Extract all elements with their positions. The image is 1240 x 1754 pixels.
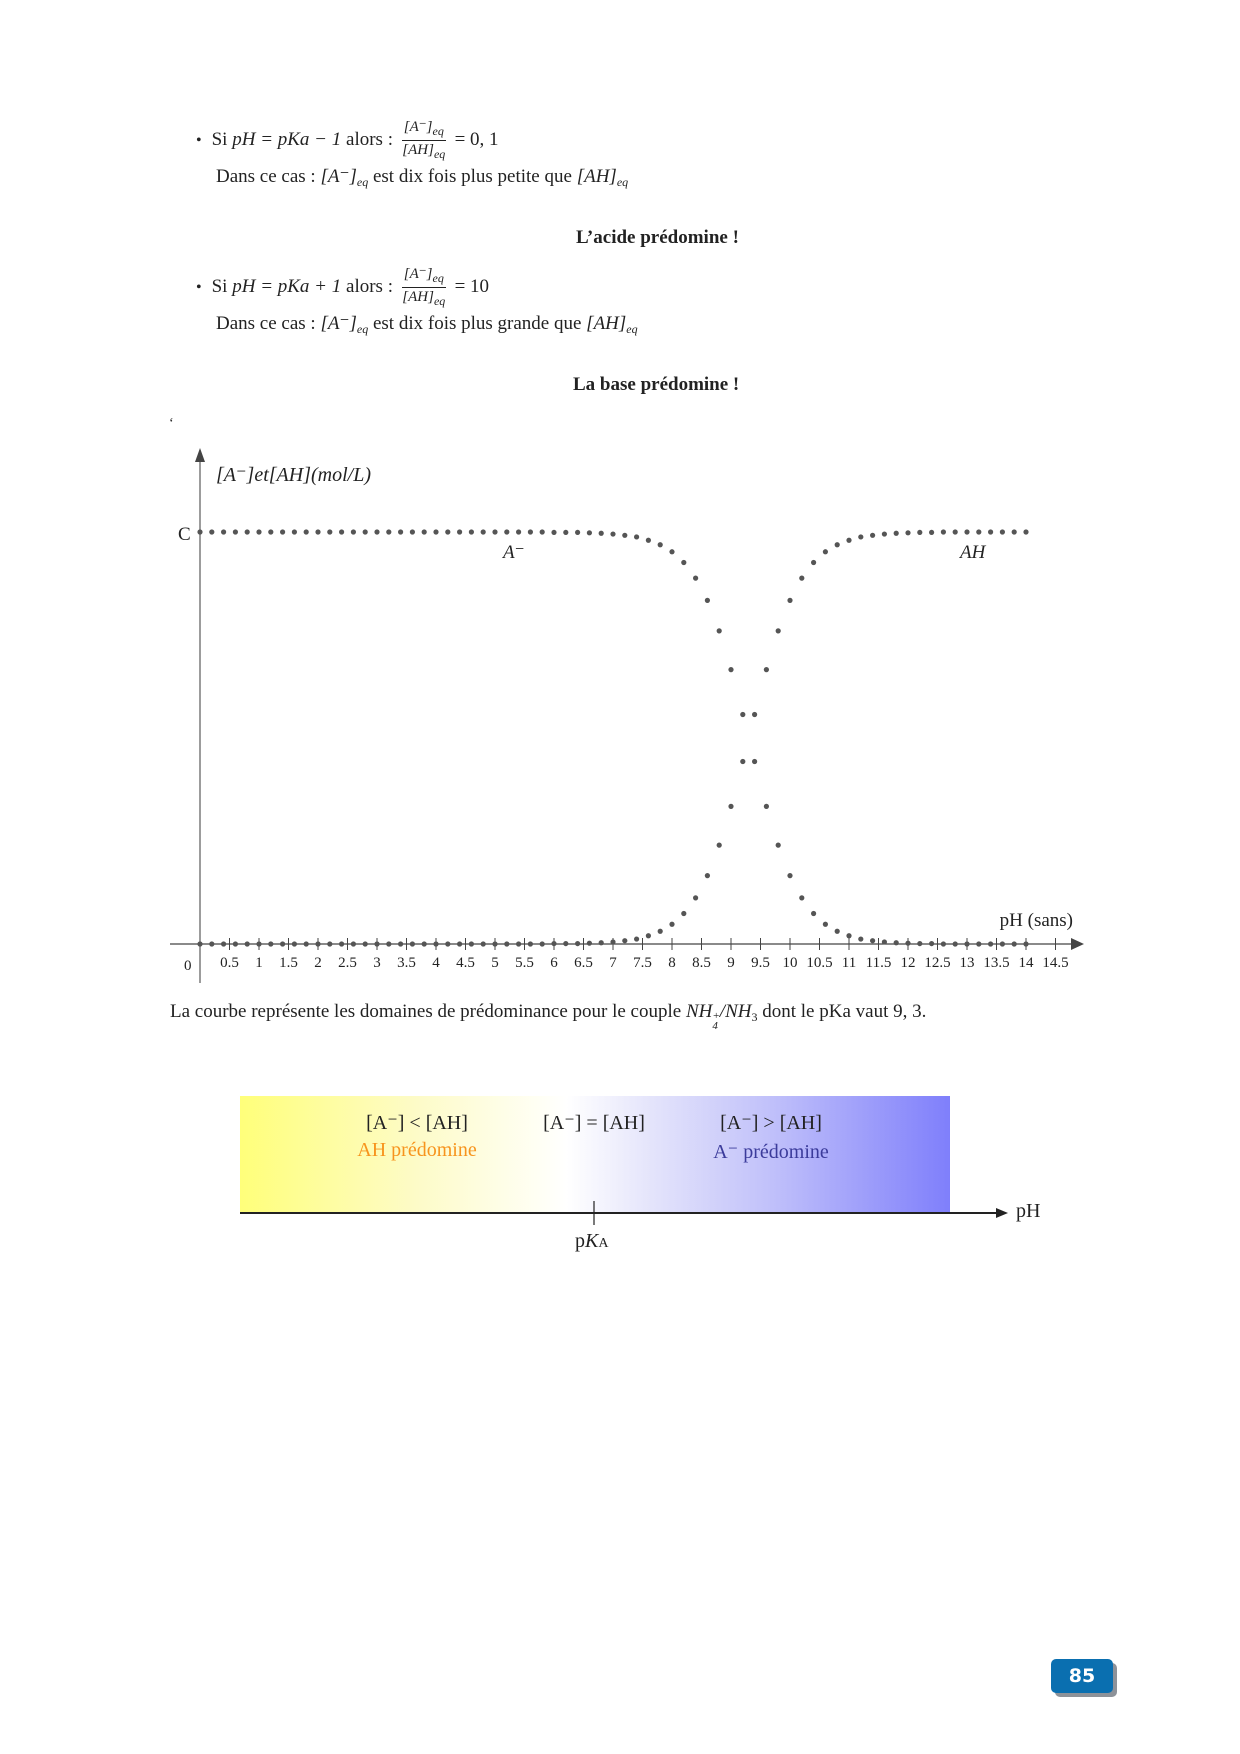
x-tick-label: 5: [491, 955, 499, 971]
data-point-a-minus: [764, 804, 769, 809]
data-point-ah: [209, 941, 214, 946]
data-point-a-minus: [492, 529, 497, 534]
data-point-a-minus: [233, 529, 238, 534]
data-point-a-minus: [374, 529, 379, 534]
data-point-ah: [811, 560, 816, 565]
data-point-a-minus: [280, 529, 285, 534]
data-point-a-minus: [386, 529, 391, 534]
data-point-ah: [575, 941, 580, 946]
data-point-a-minus: [1012, 941, 1017, 946]
series-label-a-minus: A⁻: [503, 542, 525, 563]
data-point-ah: [964, 529, 969, 534]
data-point-a-minus: [870, 938, 875, 943]
data-point-a-minus: [752, 759, 757, 764]
data-point-ah: [398, 941, 403, 946]
data-point-ah: [445, 941, 450, 946]
data-point-ah: [292, 941, 297, 946]
data-point-a-minus: [846, 933, 851, 938]
data-point-a-minus: [776, 843, 781, 848]
data-point-a-minus: [669, 549, 674, 554]
x-tick-label: 2: [314, 955, 322, 971]
data-point-a-minus: [268, 529, 273, 534]
data-point-ah: [563, 941, 568, 946]
data-point-ah: [516, 941, 521, 946]
data-point-a-minus: [410, 529, 415, 534]
data-point-ah: [315, 941, 320, 946]
bullet-2-line-1: • Si pH = pKa + 1 alors : $\frac{[A^-]_{eq}}{[AH]_{eq}}$ = 10: [196, 266, 490, 308]
data-point-ah: [422, 941, 427, 946]
x-tick-label: 11: [841, 955, 857, 971]
data-point-ah: [457, 941, 462, 946]
relation-left: [A⁻] < [AH]: [366, 1112, 468, 1134]
relation-right: [A⁻] > [AH]: [720, 1112, 822, 1134]
data-point-ah: [905, 530, 910, 535]
data-point-ah: [504, 941, 509, 946]
data-point-ah: [1000, 529, 1005, 534]
x-axis-arrow-icon: [1071, 938, 1084, 950]
data-point-ah: [799, 576, 804, 581]
x-tick-label: 10.5: [806, 955, 833, 971]
data-point-a-minus: [209, 529, 214, 534]
acid-predominates-label: AH prédomine: [357, 1139, 477, 1161]
x-tick-label: 4.5: [456, 955, 475, 971]
conclusion-base: La base prédomine !: [573, 374, 740, 395]
data-point-a-minus: [929, 941, 934, 946]
data-point-ah: [280, 941, 285, 946]
data-point-a-minus: [646, 538, 651, 543]
data-point-a-minus: [587, 530, 592, 535]
data-point-ah: [681, 911, 686, 916]
data-point-ah: [858, 534, 863, 539]
data-point-ah: [988, 529, 993, 534]
data-point-ah: [610, 939, 615, 944]
x-tick-label: 9: [727, 955, 735, 971]
data-point-a-minus: [245, 529, 250, 534]
data-point-a-minus: [705, 598, 710, 603]
base-predominates-label: A⁻ prédomine: [713, 1141, 829, 1163]
x-tick-label: 12.5: [924, 955, 951, 971]
data-point-a-minus: [610, 531, 615, 536]
data-point-a-minus: [575, 530, 580, 535]
data-point-a-minus: [622, 533, 627, 538]
data-point-a-minus: [717, 628, 722, 633]
data-point-a-minus: [811, 911, 816, 916]
stray-mark: ‘: [169, 416, 174, 431]
data-point-ah: [693, 895, 698, 900]
ratio-fraction: $\frac{[A^-]_{eq}}{[AH]_{eq}}$: [402, 266, 446, 308]
data-point-ah: [646, 933, 651, 938]
data-point-ah: [433, 941, 438, 946]
data-point-a-minus: [658, 542, 663, 547]
bullet-1-line-2: Dans ce cas : $[A^-]_{eq}$ est dix fois plus petite que $[AH]_{eq}$: [216, 166, 629, 189]
data-point-ah: [953, 529, 958, 534]
x-tick-label: 5.5: [515, 955, 534, 971]
x-tick-label: 1: [255, 955, 263, 971]
x-tick-label: 3: [373, 955, 381, 971]
data-point-ah: [410, 941, 415, 946]
data-point-a-minus: [740, 712, 745, 717]
x-tick-label: 8: [668, 955, 676, 971]
data-point-ah: [587, 941, 592, 946]
data-point-ah: [528, 941, 533, 946]
ph-axis: [230, 1195, 1030, 1235]
data-point-ah: [540, 941, 545, 946]
data-point-ah: [764, 667, 769, 672]
data-point-a-minus: [941, 941, 946, 946]
data-point-a-minus: [693, 576, 698, 581]
x-tick-label: 13: [959, 955, 975, 971]
x-tick-label: 4: [432, 955, 440, 971]
x-tick-label: 13.5: [983, 955, 1010, 971]
data-point-a-minus: [681, 560, 686, 565]
data-point-ah: [846, 538, 851, 543]
data-point-a-minus: [563, 530, 568, 535]
data-point-ah: [233, 941, 238, 946]
pka-label: pKA: [575, 1230, 609, 1252]
data-point-a-minus: [481, 529, 486, 534]
x-tick-label: 6.5: [574, 955, 593, 971]
x-tick-label: 1.5: [279, 955, 298, 971]
data-point-ah: [327, 941, 332, 946]
y-axis-label: [A⁻]et[AH](mol/L): [216, 464, 371, 486]
conclusion-acid: L’acide prédomine !: [576, 227, 739, 248]
relation-middle: [A⁻] = [AH]: [543, 1112, 645, 1134]
series-label-ah: AH: [960, 542, 986, 563]
data-point-a-minus: [858, 936, 863, 941]
x-tick-label: 14.5: [1042, 955, 1069, 971]
data-point-a-minus: [953, 941, 958, 946]
x-tick-label: 9.5: [751, 955, 770, 971]
data-point-a-minus: [787, 873, 792, 878]
data-point-a-minus: [634, 534, 639, 539]
data-point-ah: [669, 922, 674, 927]
y-tick-c: C: [178, 524, 191, 545]
data-point-a-minus: [445, 529, 450, 534]
data-point-ah: [929, 530, 934, 535]
data-point-ah: [551, 941, 556, 946]
page-number: 85: [1051, 1659, 1113, 1693]
data-point-a-minus: [905, 941, 910, 946]
data-point-a-minus: [363, 529, 368, 534]
x-tick-label: 7: [609, 955, 617, 971]
data-point-a-minus: [256, 529, 261, 534]
x-axis-label: pH (sans): [999, 910, 1073, 931]
data-point-a-minus: [457, 529, 462, 534]
data-point-ah: [492, 941, 497, 946]
data-point-a-minus: [894, 940, 899, 945]
data-point-ah: [728, 804, 733, 809]
x-tick-label: 12: [900, 955, 916, 971]
data-point-ah: [304, 941, 309, 946]
x-tick-label: 11.5: [865, 955, 892, 971]
x-tick-label: 14: [1018, 955, 1034, 971]
bullet-2-line-2: Dans ce cas : $[A^-]_{eq}$ est dix fois plus grande que $[AH]_{eq}$: [216, 313, 638, 336]
data-point-ah: [256, 941, 261, 946]
data-point-a-minus: [976, 941, 981, 946]
data-point-ah: [634, 936, 639, 941]
data-point-ah: [386, 941, 391, 946]
data-point-a-minus: [327, 529, 332, 534]
data-point-ah: [976, 529, 981, 534]
data-point-a-minus: [221, 529, 226, 534]
data-point-a-minus: [728, 667, 733, 672]
data-point-a-minus: [599, 531, 604, 536]
x-tick-label: 0.5: [220, 955, 239, 971]
data-point-a-minus: [339, 529, 344, 534]
data-point-ah: [882, 531, 887, 536]
data-point-ah: [835, 542, 840, 547]
data-point-a-minus: [469, 529, 474, 534]
ph-axis-arrow-icon: [996, 1208, 1008, 1218]
data-point-ah: [351, 941, 356, 946]
data-point-a-minus: [1023, 941, 1028, 946]
data-point-ah: [917, 530, 922, 535]
origin-label: 0: [184, 958, 192, 974]
data-point-ah: [599, 940, 604, 945]
x-tick-label: 2.5: [338, 955, 357, 971]
data-point-ah: [481, 941, 486, 946]
data-point-a-minus: [1000, 941, 1005, 946]
data-point-ah: [823, 549, 828, 554]
data-point-ah: [374, 941, 379, 946]
ratio-fraction: $\frac{[A^-]_{eq}}{[AH]_{eq}}$: [402, 119, 446, 161]
data-point-ah: [752, 712, 757, 717]
data-point-ah: [941, 529, 946, 534]
data-point-ah: [1023, 529, 1028, 534]
data-point-a-minus: [304, 529, 309, 534]
data-point-a-minus: [398, 529, 403, 534]
data-point-ah: [776, 628, 781, 633]
data-point-a-minus: [422, 529, 427, 534]
data-point-ah: [658, 929, 663, 934]
data-point-ah: [245, 941, 250, 946]
x-tick-label: 7.5: [633, 955, 652, 971]
data-point-a-minus: [551, 530, 556, 535]
data-point-a-minus: [516, 529, 521, 534]
data-point-ah: [622, 938, 627, 943]
chart-caption: La courbe représente les domaines de prédominance pour le couple NH + 4 $/NH_3$ dont le pKa vaut 9, 3.: [170, 1001, 927, 1032]
data-point-ah: [717, 843, 722, 848]
x-tick-label: 8.5: [692, 955, 711, 971]
data-point-a-minus: [528, 529, 533, 534]
data-point-a-minus: [433, 529, 438, 534]
data-point-ah: [339, 941, 344, 946]
data-point-ah: [787, 598, 792, 603]
data-point-ah: [197, 941, 202, 946]
data-point-ah: [740, 759, 745, 764]
data-point-a-minus: [882, 939, 887, 944]
data-point-a-minus: [964, 941, 969, 946]
data-point-a-minus: [351, 529, 356, 534]
x-tick-label: 3.5: [397, 955, 416, 971]
data-point-a-minus: [540, 529, 545, 534]
data-point-a-minus: [917, 941, 922, 946]
data-point-a-minus: [988, 941, 993, 946]
data-point-ah: [363, 941, 368, 946]
data-point-ah: [469, 941, 474, 946]
data-point-a-minus: [315, 529, 320, 534]
data-point-a-minus: [799, 895, 804, 900]
data-point-a-minus: [292, 529, 297, 534]
data-point-a-minus: [504, 529, 509, 534]
bullet-1-line-1: • Si pH = pKa − 1 alors : $\frac{[A^-]_{eq}}{[AH]_{eq}}$ = 0, 1: [196, 119, 499, 161]
x-tick-label: 6: [550, 955, 558, 971]
data-point-ah: [1012, 529, 1017, 534]
y-axis-arrow-icon: [195, 448, 205, 462]
data-point-ah: [221, 941, 226, 946]
data-point-ah: [870, 533, 875, 538]
ph-axis-label: pH: [1016, 1200, 1041, 1222]
data-point-a-minus: [823, 922, 828, 927]
data-point-ah: [268, 941, 273, 946]
data-point-ah: [705, 873, 710, 878]
data-point-a-minus: [835, 929, 840, 934]
data-point-a-minus: [197, 529, 202, 534]
data-point-ah: [894, 531, 899, 536]
x-tick-label: 10: [782, 955, 798, 971]
